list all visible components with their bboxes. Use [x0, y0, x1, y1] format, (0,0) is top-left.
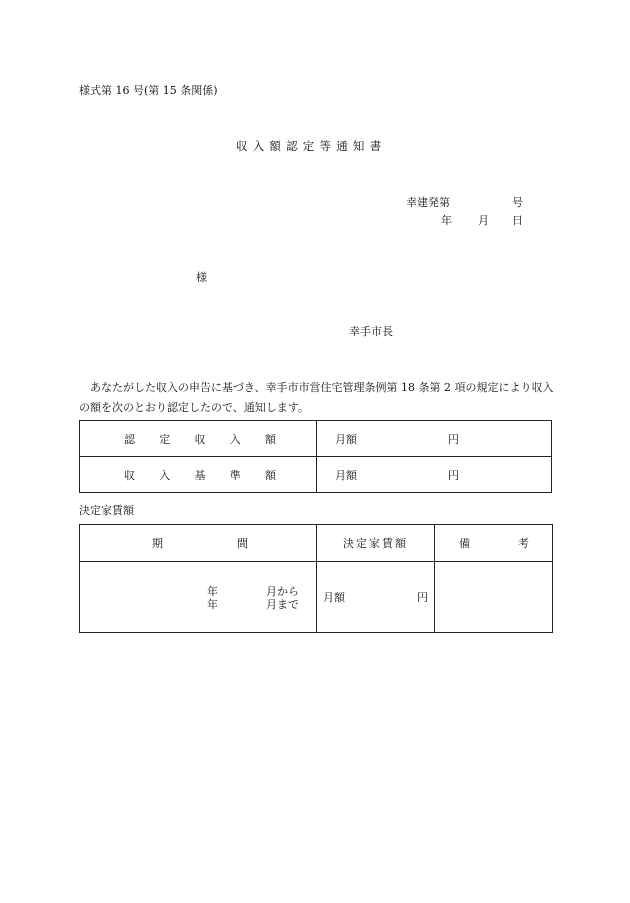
label-char: 基	[194, 468, 206, 482]
label-char: 準	[229, 468, 241, 482]
remarks-cell	[435, 562, 553, 633]
period-from-year: 年	[207, 585, 218, 598]
label-char: 入	[159, 468, 171, 482]
label-char: 定	[159, 432, 171, 446]
table-header-row	[80, 525, 553, 562]
rent-unit: 円	[417, 591, 428, 604]
document-title: 収入額認定等通知書	[236, 139, 387, 153]
income-table	[79, 420, 552, 493]
date-day-label: 日	[512, 214, 523, 227]
recipient-honorific: 様	[196, 271, 207, 284]
income-label-cell	[80, 457, 317, 493]
header-char: 間	[237, 537, 248, 550]
header-char: 考	[518, 537, 529, 550]
amount-prefix: 月額	[335, 468, 357, 482]
amount-unit: 円	[448, 432, 459, 446]
period-to-month: 月まで	[266, 598, 299, 611]
label-char: 額	[265, 432, 276, 446]
table-row	[80, 421, 552, 457]
period-header	[80, 525, 317, 562]
rent-table	[79, 524, 553, 633]
header-char: 備	[459, 537, 470, 550]
period-from-month: 月から	[266, 585, 299, 598]
label-char: 収	[194, 432, 206, 446]
label-char: 収	[124, 468, 135, 482]
income-amount-cell	[317, 457, 552, 493]
rent-header-label: 決定家賃額	[343, 537, 408, 550]
rent-prefix: 月額	[323, 591, 345, 604]
label-char: 認	[124, 432, 135, 446]
table-row	[80, 562, 553, 633]
period-cell	[80, 562, 317, 633]
label-char: 額	[265, 468, 276, 482]
remarks-header	[435, 525, 553, 562]
period-to-year: 年	[207, 598, 218, 611]
amount-prefix: 月額	[335, 432, 357, 446]
rent-caption: 決定家賃額	[79, 504, 134, 517]
period-to	[207, 596, 299, 612]
income-amount-cell	[317, 421, 552, 457]
header-char: 期	[152, 537, 163, 550]
table-row	[80, 457, 552, 493]
sender-name: 幸手市長	[349, 325, 393, 338]
label-char: 入	[229, 432, 241, 446]
date-month-label: 月	[478, 214, 489, 227]
document-number-suffix: 号	[512, 196, 523, 209]
body-paragraph: あなたがした収入の申告に基づき、幸手市市営住宅管理条例第 18 条第 2 項の規定により収入の額を次のとおり認定したので、通知します。	[79, 381, 554, 414]
form-number: 様式第 16 号(第 15 条関係)	[79, 84, 218, 97]
amount-unit: 円	[448, 468, 459, 482]
document-number-prefix: 幸建発第	[406, 196, 450, 209]
income-label-cell	[80, 421, 317, 457]
date-year-label: 年	[441, 214, 452, 227]
rent-header	[317, 525, 435, 562]
rent-cell	[317, 562, 435, 633]
